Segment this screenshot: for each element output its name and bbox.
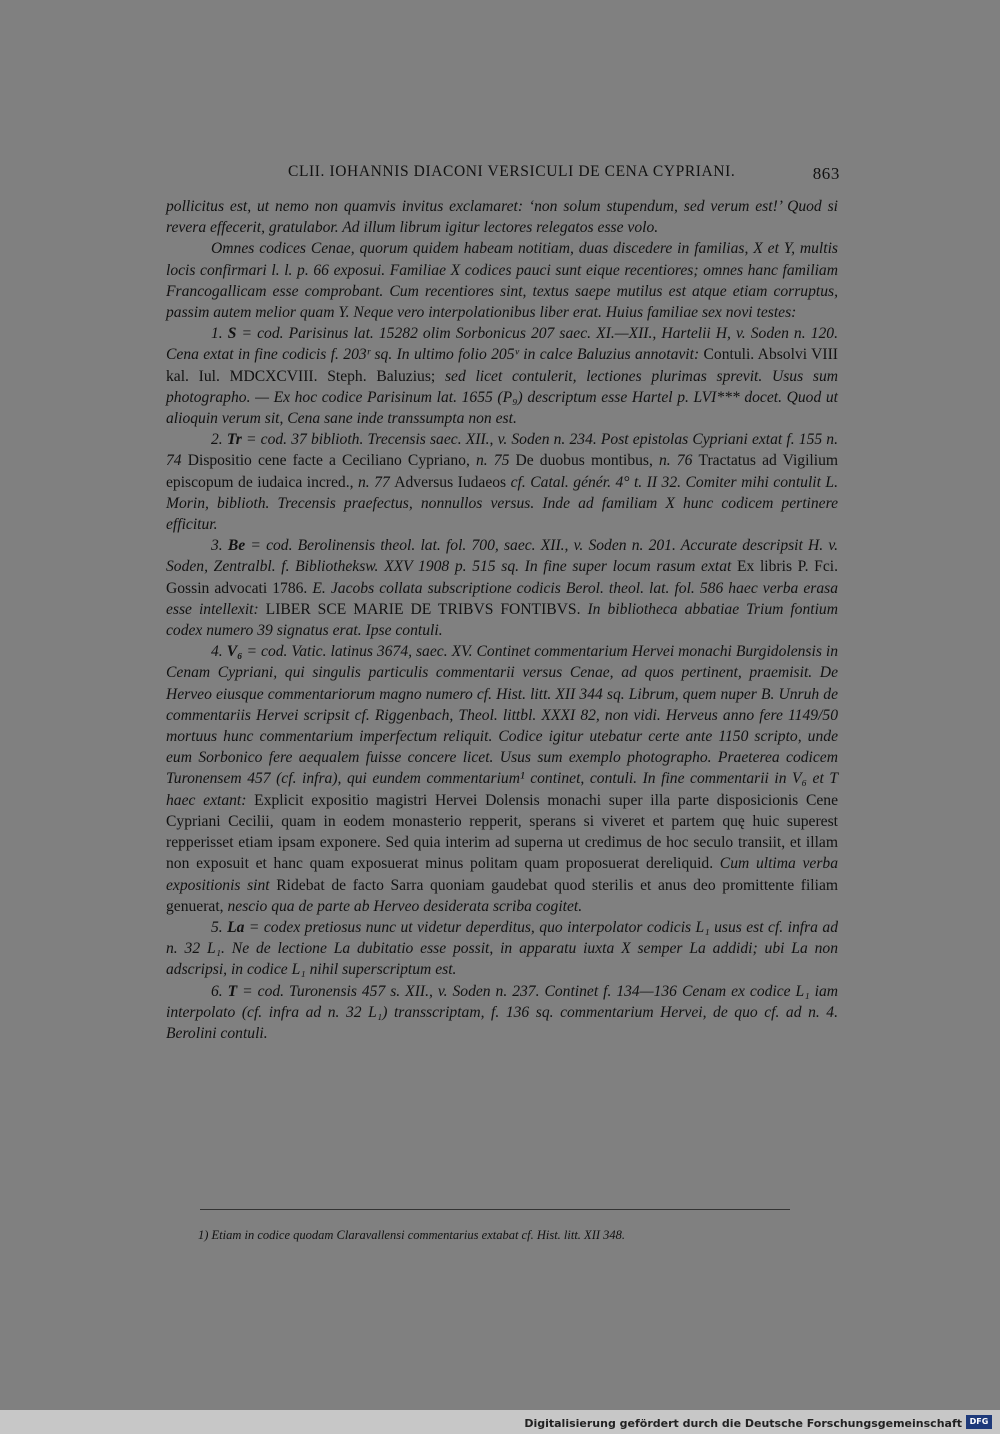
siglum: Tr bbox=[226, 431, 242, 449]
paragraph bbox=[166, 323, 838, 429]
paragraph bbox=[166, 981, 838, 1045]
text-run: pollicitus est, ut nemo non quamvis invitus exclamaret: ‘non solum stupendum, sed verum est!’ Quod si revera effecerit, gratulabor. Ad illum librum igitur lectores relegatos esse volo. bbox=[166, 198, 838, 237]
text-run: n. 75 bbox=[469, 452, 516, 470]
paragraph bbox=[166, 429, 838, 535]
text-run: Tractatus ad Vigilium episcopum de iudaica incred., bbox=[166, 452, 839, 491]
text-run: Dispositio cene facte a Ceciliano Cypriano, bbox=[187, 452, 470, 470]
text-run: In bibliotheca abbatiae Trium fontium codex numero 39 signatus erat. Ipse contuli. bbox=[166, 600, 838, 640]
text-run: E. Jacobs collata subscriptione codicis Berol. theol. lat. fol. 586 haec verba erasa esse intellexit: bbox=[166, 579, 838, 618]
text-run: = codex pretiosus nunc ut videtur deperditus, quo interpolator codicis L₁ usus est cf. infra ad n. 32 L₁. Ne de lectione La dubitatio esse possit, in apparatu iuxta X semper La addidi; ubi La non adscripsi, in codice L₁ nihil superscriptum est. bbox=[166, 918, 838, 979]
text-run: 2. bbox=[211, 431, 227, 449]
siglum: V₆ bbox=[226, 643, 243, 661]
text-run: 5. bbox=[211, 918, 228, 936]
footnote: 1) Etiam in codice quodam Claravallensi commentarius extabat cf. Hist. litt. XII 348. bbox=[198, 1228, 626, 1242]
footer-credit: Digitalisierung gefördert durch die Deutsche Forschungsgemeinschaft bbox=[524, 1417, 962, 1430]
header-title: CLII. IOHANNIS DIACONI VERSICULI DE CENA CYPRIANI. bbox=[288, 163, 736, 180]
text-run: cf. Catal. génér. 4° t. II 32. Comiter mihi contulit L. Morin, biblioth. Trecensis praefectus, nonnullos versus. Inde ad familiam X hunc codicem pertinere efficitur. bbox=[166, 473, 839, 534]
page-number: 863 bbox=[812, 164, 840, 183]
text-run: n. 76 bbox=[652, 452, 699, 470]
siglum: T bbox=[227, 982, 238, 1000]
text-run: sed licet contulerit, lectiones plurimas sprevit. Usus sum photographo. — Ex hoc codice Parisinum lat. 1655 (P₉) descriptum esse Hartel p. LVI*** docet. Quod ut alioquin verum sit, Cena sane inde transsumpta non est. bbox=[166, 367, 839, 428]
siglum: Be bbox=[227, 537, 246, 555]
text-run: De duobus montibus, bbox=[515, 452, 653, 470]
text-run: nescio qua de parte ab Herveo desiderata scriba cogitet. bbox=[223, 897, 583, 915]
footnote-rule bbox=[200, 1209, 790, 1210]
text-run: 1. bbox=[211, 325, 228, 343]
text-run: Contuli. Absolvi VIII kal. Iul. MDCXCVIII. Steph. Baluzius; bbox=[166, 346, 838, 385]
paragraph bbox=[166, 641, 838, 917]
text-run: = cod. Berolinensis theol. lat. fol. 700, saec. XII., v. Soden n. 201. Accurate descripsit H. v. Soden, Zentralbl. f. Bibliotheksw. XXV 1908 p. 515 sq. In fine super locum rasum extat bbox=[166, 537, 839, 576]
text-run: LIBER SCE MARIE DE TRIBVS FONTIBVS. bbox=[265, 600, 581, 618]
text-run: Ex libris P. Fci. Gossin advocati 1786. bbox=[166, 558, 838, 597]
text-run: = cod. Parisinus lat. 15282 olim Sorbonicus 207 saec. XI.—XII., Hartelii H, v. Soden n. 120. Cena extat in fine codicis f. 203ʳ sq. In ultimo folio 205ᵛ in calce Baluzius annotavit: bbox=[166, 325, 838, 364]
text-run: 6. bbox=[211, 982, 228, 1000]
siglum: S bbox=[227, 325, 237, 343]
text-run: = cod. Vatic. latinus 3674, saec. XV. Continet commentarium Hervei monachi Burgidolensis in Cenam Cypriani, qui singulis particulis commentarii versus Cenae, ad quos pertinent, praemisit. De Herveo eiusque commentariorum magno numero cf. Hist. litt. XII 344 sq. Librum, quem nuper B. Unruh de commentariis Hervei scripsit cf. Riggenbach, Theol. littbl. XXXI 82, non vidi. Herveus anno fere 1149/50 mortuus hunc commentarium imperfectum reliquit. Codice igitur utebatur certe ante 1150 scripto, unde eum Sorbonico fere aequalem fuisse concere licet. Usus sum exemplo photographo. Praeterea codicem Turonensem 457 (cf. infra), qui eundem commentarium¹ continet, contuli. In fine commentarii in V₆ et T haec extant: bbox=[166, 643, 838, 809]
main-text bbox=[166, 196, 838, 1044]
text-run: Explicit expositio magistri Hervei Dolensis monachi super illa parte disposicionis Cene Cypriani Cecilii, quam in eodem monasterio repperit, sperans si viveret et partem quę huic superest repperisset etiam ipsam exponere. Sed quia interim ad superna ut credimus de hoc seculo transiit, et illam non exposuit et hanc quam exposuerat minus politam quam proposuerat dereliquid. bbox=[166, 791, 838, 873]
paragraph bbox=[166, 196, 838, 238]
text-run: = cod. Turonensis 457 s. XII., v. Soden n. 237. Continet f. 134—136 Cenam ex codice L₁ iam interpolato (cf. infra ad n. 32 L₁) transscriptam, f. 136 sq. commentarium Hervei, de quo cf. ad n. 4. Berolini contuli. bbox=[166, 982, 839, 1042]
dfg-logo: DFG bbox=[966, 1415, 992, 1429]
paragraph bbox=[166, 917, 838, 981]
text-run: Omnes codices Cenae, quorum quidem habeam notitiam, duas discedere in familias, X et Y, multis locis confirmari l. l. p. 66 exposui. Familiae X codices pauci sunt eique recentiores; omnes hanc familiam Francogallicam esse comprobant. Cum recentiores sint, textus saepe mutilus est atque etiam corruptus, passim autem melior quam Y. Neque vero interpolationibus liber erat. Huius familiae sex novi testes: bbox=[166, 240, 838, 322]
paragraph bbox=[166, 238, 838, 323]
paragraph bbox=[166, 535, 838, 641]
text-run: Cum ultima verba expositionis sint bbox=[166, 855, 838, 894]
text-run: n. 77 bbox=[353, 473, 395, 491]
text-run: Ridebat de facto Sarra quoniam gaudebat quod sterilis et anus deo promittente filiam genuerat, bbox=[166, 876, 839, 915]
text-run: = cod. 37 biblioth. Trecensis saec. XII., v. Soden n. 234. Post epistolas Cypriani extat f. 155 n. 74 bbox=[166, 431, 838, 470]
siglum: La bbox=[227, 918, 245, 936]
text-run: 3. bbox=[211, 537, 228, 555]
text-run: Adversus Iudaeos bbox=[394, 473, 507, 491]
text-run: 4. bbox=[211, 643, 227, 661]
